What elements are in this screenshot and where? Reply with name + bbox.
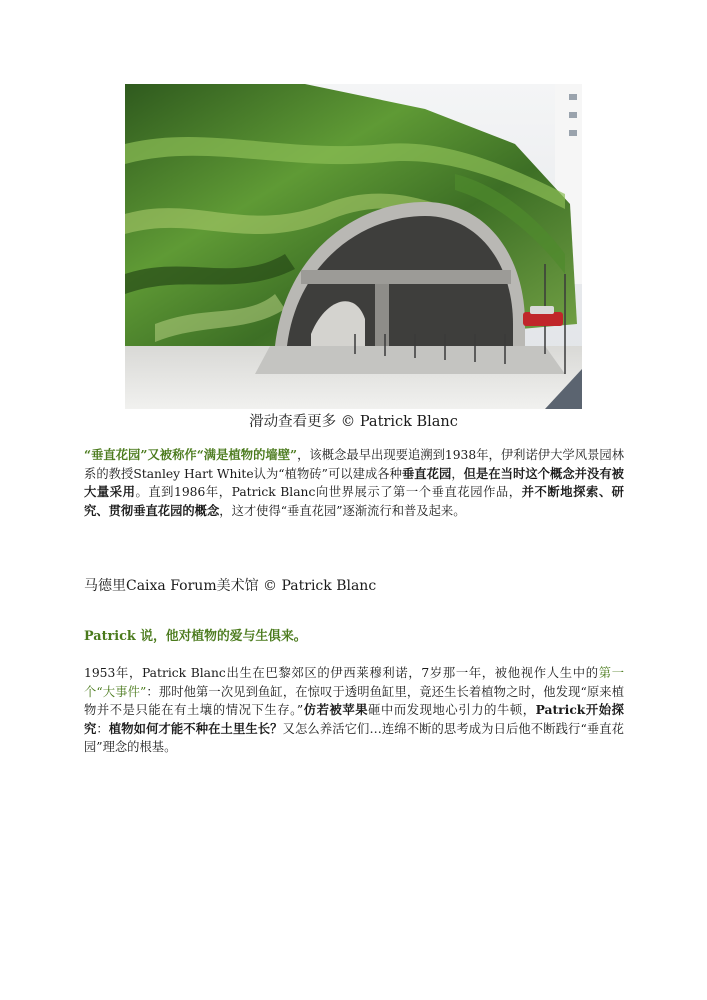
section-subheading: Patrick 说，他对植物的爱与生俱来。 xyxy=(84,629,307,644)
second-image-caption: 马德里Caixa Forum美术馆 © Patrick Blanc xyxy=(84,578,377,594)
photo-caption: 滑动查看更多 © Patrick Blanc xyxy=(249,414,458,430)
text-span: ，这才使得“垂直花园”逐渐流行和普及起来。 xyxy=(219,503,466,518)
text-span: 第一个“大事件” xyxy=(84,666,624,699)
text-span: 砸中而发现地心引力的牛顿， xyxy=(368,703,536,718)
text-span: 1953年，Patrick Blanc出生在巴黎郊区的伊西莱穆利诺，7岁那一年，被他视作人生中的 xyxy=(84,666,599,680)
text-span: ，该概念最早出现要追溯到1938年，伊利诺伊大学风景园林系的教授Stanley Hart White认为“植物砖”可以建成各种 xyxy=(84,448,624,481)
text-span: ：那时他第一次见到鱼缸，在惊叹于透明鱼缸里，竟还生长着植物之时，他发现“原来植物并不是只能在有土壤的情况下生存。” xyxy=(84,684,624,718)
text-span: 植物如何才能不种在土里生长？ xyxy=(108,720,283,736)
text-span: ， xyxy=(451,466,464,481)
text-span: 又怎么养活它们…连绵不断的思考成为日后他不断践行“垂直花园”理念的根基。 xyxy=(84,721,624,755)
text-span: ： xyxy=(96,721,109,736)
vertical-garden-photo xyxy=(125,84,582,409)
biography-paragraph xyxy=(84,664,624,757)
text-span: 。直到1986年，Patrick Blanc向世界展示了第一个垂直花园作品， xyxy=(135,485,522,500)
text-span: 并不断地探索、研究、贯彻垂直花园的概念 xyxy=(84,484,624,518)
text-span: 但是在当时这个概念并没有被大量采用 xyxy=(84,465,624,500)
text-span: 垂直花园 xyxy=(401,465,452,481)
text-span: Patrick开始探究 xyxy=(84,702,624,736)
text-span: “垂直花园”又被称作“满是植物的墙壁” xyxy=(84,447,298,462)
intro-paragraph xyxy=(84,446,624,520)
text-span: 仿若被苹果 xyxy=(303,702,369,718)
